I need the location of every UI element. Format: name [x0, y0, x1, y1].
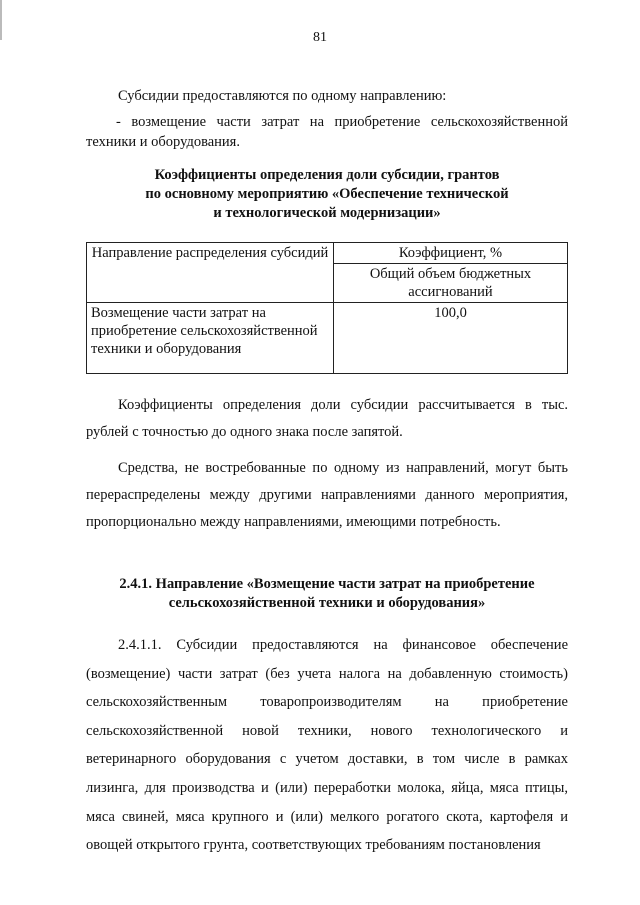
heading-line-3: и технологической модернизации»	[213, 205, 441, 221]
intro-direction: - возмещение части затрат на приобретение сельскохозяйственной техники и оборудования.	[86, 114, 568, 150]
coefficients-table	[86, 242, 568, 374]
heading-line-2: по основному мероприятию «Обеспечение технической	[145, 186, 509, 202]
intro-line: Субсидии предоставляются по одному направлению:	[118, 88, 447, 104]
paragraph-precision: Коэффициенты определения доли субсидии рассчитывается в тыс. рублей с точностью до одного знака после запятой.	[86, 397, 568, 440]
row-value: 100,0	[334, 303, 568, 374]
row-label: Возмещение части затрат на приобретение сельскохозяйственной техники и оборудования	[87, 303, 334, 374]
col-header-direction: Направление распределения субсидий	[87, 243, 334, 303]
section-heading-line-1: 2.4.1. Направление «Возмещение части затрат на приобретение	[119, 576, 535, 592]
section-heading	[86, 575, 568, 613]
page-number: 81	[313, 30, 327, 45]
col-header-coefficient: Коэффициент, %	[334, 243, 568, 264]
table-row	[87, 303, 568, 374]
heading-line-1: Коэффициенты определения доли субсидии, грантов	[154, 167, 500, 183]
section-paragraph: 2.4.1.1. Субсидии предоставляются на финансовое обеспечение (возмещение) части затрат (без учета налога на добавленную стоимость) сельскохозяйственным товаропроизводителям на приобретение сельскохозяйственной новой техники, нового технологического и ветеринарного оборудования с учетом доставки, в том числе в рамках лизинга, для производства и (или) переработки молока, яйца, мяса птицы, мяса свиней, мяса крупного и (или) мелкого рогатого скота, картофеля и овощей открытого грунта, соответствующих требованиям постановления	[86, 637, 568, 854]
section-heading-line-2: сельскохозяйственной техники и оборудования»	[168, 595, 486, 611]
table-heading	[86, 166, 568, 223]
paragraph-redistribution: Средства, не востребованные по одному из направлений, могут быть перераспределены между другими направлениями данного мероприятия, пропорционально между направлениями, имеющими потребность.	[86, 460, 568, 530]
table-header-row	[87, 243, 568, 264]
col-subheader-budget: Общий объем бюджетных ассигнований	[334, 264, 568, 303]
